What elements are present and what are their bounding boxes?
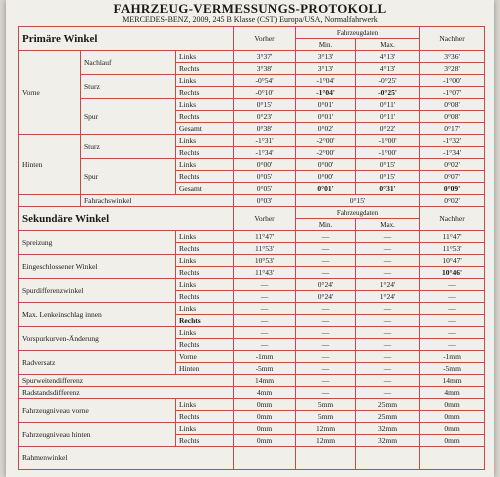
value-cell: -1°04' [296,75,356,87]
value-cell: — [296,327,356,339]
value-cell: — [356,255,420,267]
table-row [19,51,485,63]
value-cell: — [296,351,356,363]
secondary-section-title: Sekundäre Winkel [19,207,234,231]
value-cell: 0°01' [296,99,356,111]
value-cell: 14mm [234,375,296,387]
side-label: Links [176,135,234,147]
value-cell: 0mm [234,435,296,447]
value-cell: -2°00' [296,147,356,159]
value-cell: 0°15' [356,171,420,183]
value-cell: -1°00' [356,135,420,147]
measurement-table [18,26,485,470]
side-label: Rechts [176,171,234,183]
side-label: Rechts [176,339,234,351]
table-row [19,99,485,111]
max-header: Max. [356,219,420,231]
value-cell: — [296,267,356,279]
side-label: Rechts [176,147,234,159]
value-cell: — [420,327,485,339]
value-cell: 0°24' [296,279,356,291]
value-cell: 4mm [420,387,485,399]
table-row [19,75,485,87]
value-cell: 0°22' [356,123,420,135]
value-cell: 0mm [234,411,296,423]
value-cell: — [356,267,420,279]
sturz-label: Sturz [81,75,176,99]
value-cell: — [234,279,296,291]
value-cell: 0°15' [356,159,420,171]
value-cell: — [420,315,485,327]
vorspurkurven-label: Vorspurkurven-Änderung [19,327,176,351]
side-label: Links [176,327,234,339]
table-row [19,195,485,207]
value-cell: — [234,327,296,339]
side-label: Rechts [176,63,234,75]
side-label: Links [176,231,234,243]
value-cell: -1°00' [356,147,420,159]
table-row [19,399,485,411]
fahrachswinkel-label: Fahrachswinkel [81,195,234,207]
value-cell: 0mm [420,435,485,447]
table-row [19,387,485,399]
value-cell: 0°00' [234,159,296,171]
primary-header-row [19,27,485,39]
value-cell: — [296,255,356,267]
spurdifferenzwinkel-label: Spurdifferenzwinkel [19,279,176,303]
side-label: Links [176,423,234,435]
max-lenkeinschlag-label: Max. Lenkeinschlag innen [19,303,176,327]
side-label: Links [176,51,234,63]
value-cell: 0°09' [420,183,485,195]
vorher-header: Vorher [234,207,296,231]
value-cell: 0°38' [234,123,296,135]
fahrzeugdaten-header: Fahrzeugdaten [296,27,420,39]
side-label: Rechts [176,435,234,447]
min-header: Min. [296,219,356,231]
table-row [19,255,485,267]
eingeschlossener-winkel-label: Eingeschlossener Winkel [19,255,176,279]
value-cell: 3°36' [420,51,485,63]
value-cell: 3°37' [234,51,296,63]
value-cell: — [234,339,296,351]
fahrzeugdaten-header: Fahrzeugdaten [296,207,420,219]
fahrzeugniveau-hinten-label: Fahrzeugniveau hinten [19,423,176,447]
rahmenwinkel-label: Rahmenwinkel [19,447,234,470]
side-label: Rechts [176,411,234,423]
min-header: Min. [296,39,356,51]
value-cell: 0°11' [356,99,420,111]
side-label: Links [176,75,234,87]
secondary-header-row [19,207,485,219]
side-label: Links [176,99,234,111]
value-cell: 0°00' [296,159,356,171]
table-row [19,375,485,387]
value-cell: — [234,315,296,327]
value-cell: -0°54' [234,75,296,87]
value-cell: 4°13' [356,51,420,63]
value-cell: 0°05' [234,171,296,183]
spur-label: Spur [81,159,176,195]
value-cell: 3°38' [234,63,296,75]
side-label: Gesamt [176,123,234,135]
table-row [19,279,485,291]
side-label: Links [176,399,234,411]
value-cell: 11°43' [234,267,296,279]
value-cell: — [356,231,420,243]
protocol-sheet [6,0,494,477]
table-row [19,303,485,315]
value-cell: 0°01' [296,183,356,195]
value-cell: 0°05' [234,183,296,195]
value-cell: 0°31' [356,183,420,195]
value-cell: 4mm [234,387,296,399]
value-cell: -1°31' [234,135,296,147]
value-cell: — [356,243,420,255]
nachher-header: Nachher [420,27,485,51]
value-cell: — [356,351,420,363]
value-cell: -2°00' [296,135,356,147]
side-label: Rechts [176,267,234,279]
value-cell: 0°17' [420,123,485,135]
value-cell: 0°02' [420,195,485,207]
value-cell: 5mm [296,399,356,411]
value-cell: 10°46' [420,267,485,279]
value-cell: -1°00' [420,75,485,87]
side-label: Links [176,279,234,291]
value-cell: 0°24' [296,291,356,303]
value-cell: -0°25' [356,87,420,99]
table-row [19,351,485,363]
nachher-header: Nachher [420,207,485,231]
value-cell: 0°11' [356,111,420,123]
value-cell: 11°53' [420,243,485,255]
value-cell: -1mm [420,351,485,363]
table-row [19,327,485,339]
value-cell: 1°24' [356,279,420,291]
value-cell: — [296,363,356,375]
value-cell: 10°47' [420,255,485,267]
value-cell: 0°02' [420,159,485,171]
side-label: Links [176,303,234,315]
value-cell: 32mm [356,435,420,447]
value-cell: — [296,303,356,315]
value-cell: 32mm [356,423,420,435]
vorher-header: Vorher [234,27,296,51]
value-cell: 0°08' [420,99,485,111]
value-cell: -0°25' [356,75,420,87]
value-cell: — [296,243,356,255]
value-cell: 0mm [420,411,485,423]
radversatz-label: Radversatz [19,351,176,375]
value-cell: -1°07' [420,87,485,99]
value-cell: 11°47' [234,231,296,243]
value-cell: 0mm [420,423,485,435]
document-title: FAHRZEUG-VERMESSUNGS-PROTOKOLL [113,1,387,16]
side-label: Rechts [176,87,234,99]
value-cell: — [356,339,420,351]
value-cell: 12mm [296,423,356,435]
fahrzeugniveau-vorne-label: Fahrzeugniveau vorne [19,399,176,423]
value-cell: -1mm [234,351,296,363]
value-cell: — [356,327,420,339]
document-subtitle: MERCEDES-BENZ, 2009, 245 B Klasse (CST) Europa/USA, Normalfahrwerk [122,15,378,24]
value-cell: 25mm [356,411,420,423]
value-cell: 0mm [234,399,296,411]
value-cell: -1°34' [234,147,296,159]
value-cell: -1°32' [420,135,485,147]
value-cell: 5mm [296,411,356,423]
side-label: Rechts [176,111,234,123]
spurweitendifferenz-label: Spurweitendifferenz [19,375,234,387]
value-cell: — [234,291,296,303]
sturz-label: Sturz [81,135,176,159]
side-label: Gesamt [176,183,234,195]
value-cell: 3°28' [420,63,485,75]
value-cell: 3°13' [296,51,356,63]
spreizung-label: Spreizung [19,231,176,255]
value-cell: — [296,387,356,399]
value-cell: 0°02' [296,123,356,135]
side-label: Rechts [176,315,234,327]
value-cell: — [356,363,420,375]
table-row [19,159,485,171]
side-label: Rechts [176,243,234,255]
value-cell: — [356,315,420,327]
value-cell: 11°53' [234,243,296,255]
table-row [19,135,485,147]
axle-label-vorne: Vorne [19,51,81,135]
value-cell: 0°07' [420,171,485,183]
value-cell: 1°24' [356,291,420,303]
value-cell: 0mm [420,399,485,411]
value-cell: 0°00' [296,171,356,183]
value-cell: 25mm [356,399,420,411]
primary-section-title: Primäre Winkel [19,27,234,51]
radstandsdifferenz-label: Radstandsdifferenz [19,387,234,399]
nachlauf-label: Nachlauf [81,51,176,75]
max-header: Max. [356,39,420,51]
value-cell: — [234,303,296,315]
value-cell: — [296,339,356,351]
value-cell: — [356,375,420,387]
value-cell: — [356,303,420,315]
value-cell: — [296,315,356,327]
value-cell: -1°34' [420,147,485,159]
table-row [19,231,485,243]
value-cell: — [420,291,485,303]
value-cell: 14mm [420,375,485,387]
side-label: Rechts [176,291,234,303]
value-cell: 10°53' [234,255,296,267]
value-cell: — [296,375,356,387]
table-row [19,423,485,435]
value-cell: 0°15' [296,195,420,207]
value-cell: 12mm [296,435,356,447]
value-cell: 0°23' [234,111,296,123]
value-cell: — [296,231,356,243]
axle-label-hinten: Hinten [19,135,81,195]
value-cell: — [420,279,485,291]
value-cell: 4°13' [356,63,420,75]
value-cell: -1°04' [296,87,356,99]
side-label: Links [176,255,234,267]
spur-label: Spur [81,99,176,135]
value-cell: 11°47' [420,231,485,243]
value-cell: -5mm [420,363,485,375]
table-row [19,447,485,470]
value-cell: 0mm [234,423,296,435]
value-cell: 0°15' [234,99,296,111]
side-label: Hinten [176,363,234,375]
side-label: Links [176,159,234,171]
value-cell: — [420,303,485,315]
value-cell: — [420,339,485,351]
value-cell: 0°01' [296,111,356,123]
value-cell: 0°08' [420,111,485,123]
value-cell: -0°10' [234,87,296,99]
value-cell: -5mm [234,363,296,375]
value-cell: — [356,387,420,399]
side-label: Vorne [176,351,234,363]
value-cell: 3°13' [296,63,356,75]
value-cell: 0°03' [234,195,296,207]
